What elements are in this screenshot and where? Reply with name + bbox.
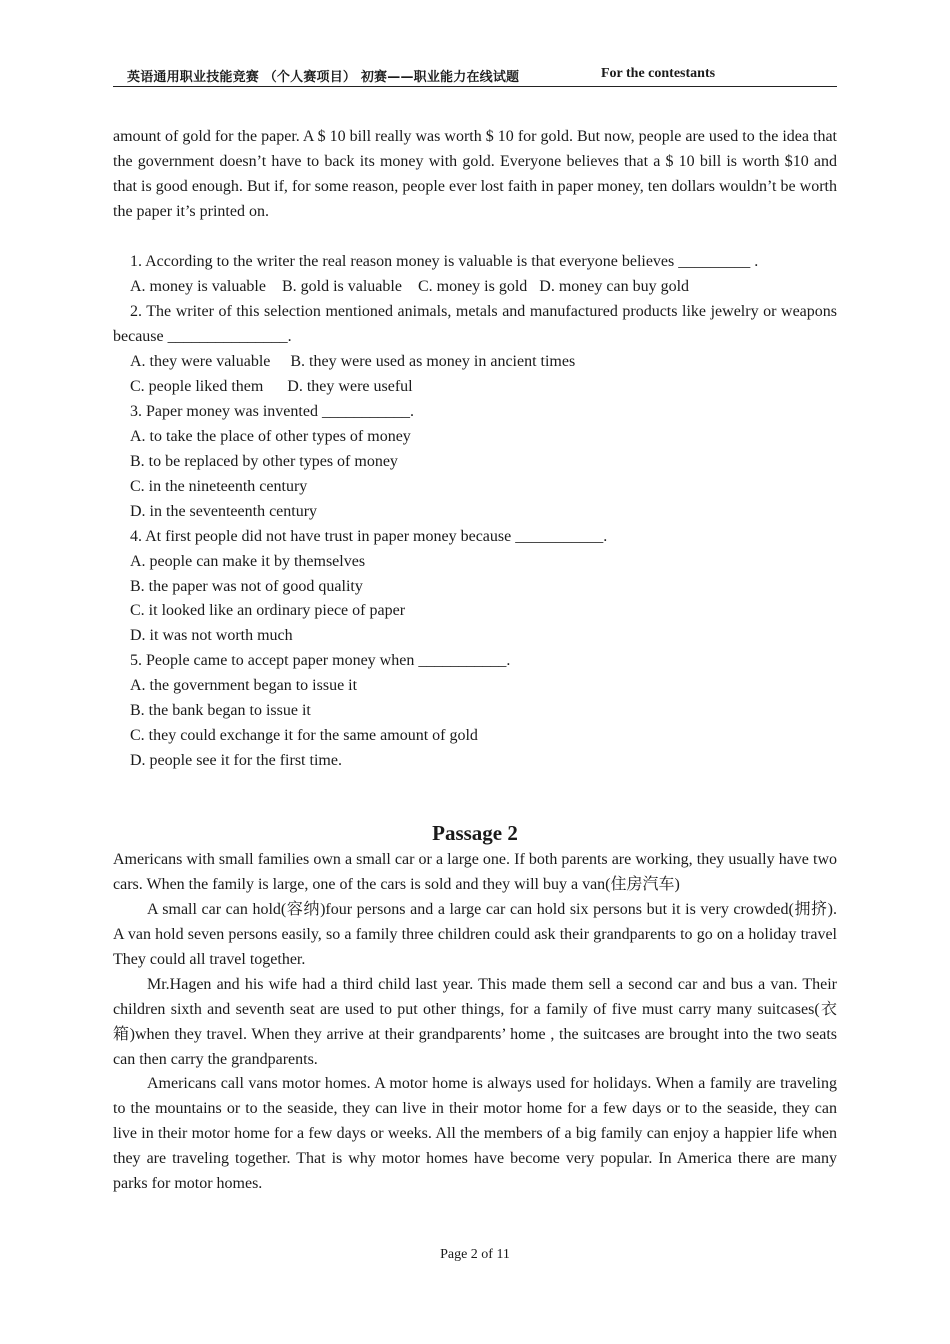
page-header [113, 66, 837, 87]
question-5-option-b: B. the bank began to issue it [130, 702, 311, 719]
question-5-option-c: C. they could exchange it for the same amount of gold [130, 727, 478, 744]
header-audience: For the contestants [601, 66, 716, 81]
question-4-option-b: B. the paper was not of good quality [130, 578, 363, 595]
question-1: 1. According to the writer the real reason money is valuable is that everyone believes _________ . [130, 253, 759, 270]
question-4-option-c: C. it looked like an ordinary piece of paper [130, 602, 406, 619]
question-2-options-ab: A. they were valuable B. they were used as money in ancient times [130, 353, 576, 370]
question-3-option-d: D. in the seventeenth century [130, 503, 318, 520]
question-2-options-cd: C. people liked them D. they were useful [130, 378, 413, 395]
page-number: Page 2 of 11 [440, 1247, 510, 1262]
passage1-continuation: amount of gold for the paper. A $ 10 bill really was worth $ 10 for gold. But now, people are used to the idea that the government doesn’t have to back its money with gold. Everyone believes that a $ 10 bill is worth $10 and that is good enough. But if, for some reason, people ever lost faith in paper money, ten dollars wouldn’t be worth the paper it’s printed on. [113, 128, 837, 220]
question-5: 5. People came to accept paper money when ___________. [130, 652, 511, 669]
question-1-options: A. money is valuable B. gold is valuable C. money is gold D. money can buy gold [130, 278, 690, 295]
passage2-paragraph-2: A small car can hold(容纳)four persons and a large car can hold six persons but it is very crowded(拥挤). A van hold seven persons easily, so a family three children could ask their grandparents to go on a holiday travel They could all travel together. [113, 901, 837, 968]
question-3-option-a: A. to take the place of other types of money [130, 428, 411, 445]
question-5-option-d: D. people see it for the first time. [130, 752, 342, 769]
question-3: 3. Paper money was invented ___________. [130, 403, 414, 420]
header-title: 英语通用职业技能竞赛 （个人赛项目） 初赛——职业能力在线试题 [127, 70, 520, 85]
question-3-option-b: B. to be replaced by other types of money [130, 453, 398, 470]
passage-2-title: Passage 2 [432, 821, 518, 845]
passage2-paragraph-1: Americans with small families own a small car or a large one. If both parents are working, they usually have two cars. When the family is large, one of the cars is sold and they will buy a van(住房汽车) [113, 851, 837, 893]
passage2-paragraph-4: Americans call vans motor homes. A motor home is always used for holidays. When a family are traveling to the mountains or to the seaside, they can live in their motor home for a few days or to the seaside, they can live in their motor home for a few days or weeks. All the members of a big family can enjoy a happier life when they are traveling together. That is why motor homes have become very popular. In America there are many parks for motor homes. [113, 1075, 837, 1192]
question-4-option-a: A. people can make it by themselves [130, 553, 366, 570]
passage2-paragraph-3: Mr.Hagen and his wife had a third child last year. This made them sell a second car and bus a van. Their children sixth and seventh seat are used to put other things, for a family of five must carry many suitcases(衣箱)when they travel. When they arrive at their grandparents’ home , the suitcases are brought into the two seats can then carry the grandparents. [113, 976, 837, 1068]
question-3-option-c: C. in the nineteenth century [130, 478, 308, 495]
question-4: 4. At first people did not have trust in paper money because ___________. [130, 528, 608, 545]
question-5-option-a: A. the government began to issue it [130, 677, 358, 694]
question-4-option-d: D. it was not worth much [130, 627, 293, 644]
question-2: 2. The writer of this selection mentioned animals, metals and manufactured products like jewelry or weapons because _______________. [113, 303, 837, 345]
